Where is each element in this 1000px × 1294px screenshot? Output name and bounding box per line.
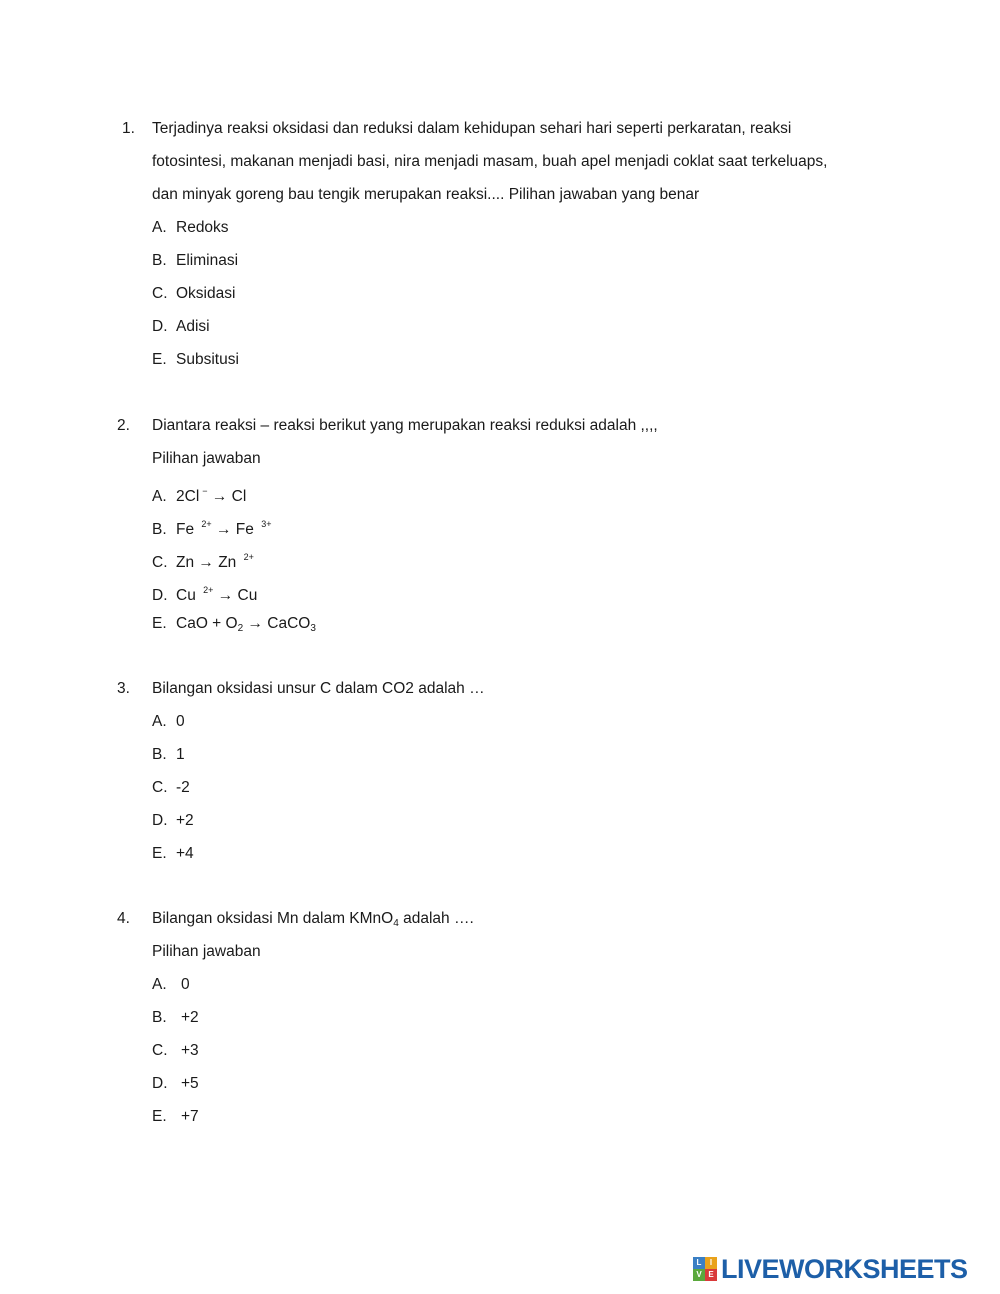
option-letter: A. — [152, 976, 167, 993]
question-stem-line: Pilihan jawaban — [152, 450, 261, 467]
option-letter: C. — [152, 285, 168, 302]
option-letter: E. — [152, 615, 167, 632]
option-text: +2 — [176, 812, 194, 829]
option-letter: D. — [152, 318, 168, 335]
superscript: 2+ — [203, 585, 214, 595]
answer-option[interactable] — [152, 343, 239, 376]
option-letter: A. — [152, 488, 167, 505]
question-stem-line: Bilangan oksidasi Mn dalam KMnO$_4$ adalah …. — [152, 910, 474, 929]
option-text: +4 — [176, 845, 194, 862]
option-letter: B. — [152, 252, 167, 269]
subscript: 4 — [393, 918, 399, 929]
subscript: 3 — [310, 623, 316, 634]
question-number: 4. — [117, 910, 130, 927]
answer-option[interactable] — [152, 1100, 199, 1133]
option-text: +2 — [181, 1009, 199, 1026]
question-number: 2. — [117, 417, 130, 434]
answer-option[interactable] — [152, 277, 235, 310]
question-stem-line: Pilihan jawaban — [152, 943, 261, 960]
superscript: 2+ — [201, 519, 212, 529]
answer-option[interactable] — [152, 771, 190, 804]
option-text: +5 — [181, 1075, 199, 1092]
option-letter: E. — [152, 845, 167, 862]
answer-option[interactable] — [152, 1034, 199, 1067]
option-letter: E. — [152, 1108, 167, 1125]
question-stem-line: Terjadinya reaksi oksidasi dan reduksi dalam kehidupan sehari hari seperti perkaratan, reaksi — [152, 120, 792, 137]
option-text: -2 — [176, 779, 190, 796]
answer-option[interactable] — [152, 837, 194, 870]
question-stem-line: Bilangan oksidasi unsur C dalam CO2 adalah … — [152, 680, 485, 697]
answer-option[interactable] — [152, 1001, 199, 1034]
option-text: Eliminasi — [176, 252, 239, 269]
option-text: +7 — [181, 1108, 199, 1125]
superscript: 2+ — [243, 552, 254, 562]
subscript: 2 — [237, 623, 244, 634]
option-letter: A. — [152, 713, 167, 730]
question-stem-line: Diantara reaksi – reaksi berikut yang merupakan reaksi reduksi adalah ,,,, — [152, 417, 658, 434]
option-letter: A. — [152, 219, 167, 236]
answer-option[interactable] — [152, 705, 185, 738]
logo-mark-icon: L I V E — [693, 1257, 717, 1281]
option-letter: C. — [152, 554, 168, 571]
option-letter: D. — [152, 587, 168, 604]
option-text: 0 — [181, 976, 190, 993]
option-letter: B. — [152, 1009, 167, 1026]
option-letter: D. — [152, 812, 168, 829]
option-text: Oksidasi — [176, 285, 236, 302]
superscript: 3+ — [261, 519, 272, 529]
answer-option[interactable] — [152, 244, 238, 277]
option-letter: D. — [152, 1075, 168, 1092]
option-text: +3 — [181, 1042, 199, 1059]
superscript: − — [202, 486, 208, 496]
answer-option[interactable] — [152, 1067, 199, 1100]
logo-text: LIVEWORKSHEETS — [721, 1253, 968, 1284]
answer-option[interactable] — [152, 738, 185, 771]
liveworksheets-logo — [693, 1252, 968, 1286]
question-number: 1. — [122, 120, 135, 137]
option-text: Fe $^{2+}$ → Fe $^{3+}$ — [176, 519, 272, 538]
option-text: Adisi — [176, 318, 210, 335]
question-number: 3. — [117, 680, 130, 697]
answer-option[interactable] — [152, 607, 316, 645]
option-text: Cu $^{2+}$ → Cu — [176, 585, 258, 604]
option-text: 0 — [176, 713, 185, 730]
question-stem-line: dan minyak goreng bau tengik merupakan reaksi.... Pilihan jawaban yang benar — [152, 186, 700, 203]
question-stem-line: fotosintesi, makanan menjadi basi, nira menjadi masam, buah apel menjadi coklat saat terkeluaps, — [152, 153, 828, 170]
option-text: 1 — [176, 746, 185, 763]
answer-option[interactable] — [152, 804, 194, 837]
option-text: Subsitusi — [176, 351, 239, 368]
answer-option[interactable] — [152, 211, 229, 244]
answer-option[interactable] — [152, 968, 190, 1001]
option-letter: C. — [152, 1042, 168, 1059]
option-text: 2Cl − → Cl — [176, 486, 247, 505]
option-text: CaO + $O_2$ → CaCO$_3$ — [176, 615, 316, 634]
option-letter: E. — [152, 351, 167, 368]
answer-option[interactable] — [152, 310, 210, 343]
option-letter: B. — [152, 521, 167, 538]
option-text: Redoks — [176, 219, 229, 236]
option-letter: B. — [152, 746, 167, 763]
option-text: Zn → Zn $^{2+}$ — [176, 552, 254, 571]
option-letter: C. — [152, 779, 168, 796]
